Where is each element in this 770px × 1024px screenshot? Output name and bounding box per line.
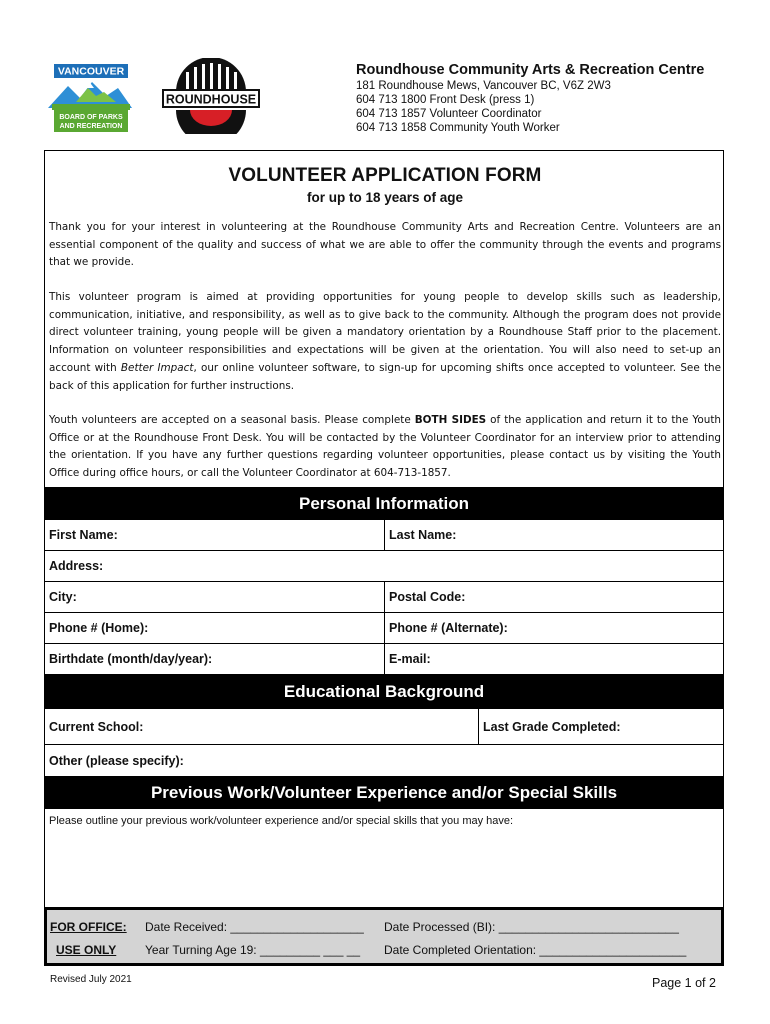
date-received-field: Date Received: ____________________ [145,920,364,934]
volunteer-coordinator-phone: 604 713 1857 Volunteer Coordinator [356,108,542,120]
better-impact-name: Better Impact [120,361,194,374]
email-field[interactable] [385,644,723,674]
phone-row [45,612,723,643]
email-label: E-mail: [389,652,431,666]
intro-paragraph-1: Thank you for your interest in volunteering at the Roundhouse Community Arts and Recreation Centre. Volunteers are an essential component of the quality and success of what we are able to offer the community through the events and programs that we provide. [49,221,721,269]
education-heading: Educational Background [44,675,724,709]
first-name-field[interactable] [45,520,384,550]
postal-code-label: Postal Code: [389,590,466,604]
office-use-box [44,907,724,966]
roundhouse-logo-text: ROUNDHOUSE [165,92,257,107]
experience-heading: Previous Work/Volunteer Experience and/or Special Skills [44,776,724,809]
form-title: VOLUNTEER APPLICATION FORM [228,165,542,186]
vancouver-logo-title: VANCOUVER [57,65,125,78]
intro-p3-text-a: Youth volunteers are accepted on a seasonal basis. Please complete [49,414,415,426]
city-label: City: [49,590,77,604]
address-field[interactable] [45,551,723,581]
alternate-phone-label: Phone # (Alternate): [389,621,508,635]
date-orientation-field: Date Completed Orientation: ______________________ [384,943,687,957]
birthdate-row [45,643,723,674]
youth-worker-phone: 604 713 1858 Community Youth Worker [356,122,560,134]
current-school-field[interactable] [45,709,478,744]
year-turning-19-field: Year Turning Age 19: _________ ___ __ [145,943,361,957]
roundhouse-logo [162,58,260,134]
office-use-label-2: USE ONLY [56,943,117,957]
address-label: Address: [49,559,104,573]
city-field[interactable] [45,582,384,612]
both-sides-emphasis: BOTH SIDES [414,414,487,426]
current-school-label: Current School: [49,719,144,734]
birthdate-label: Birthdate (month/day/year): [49,652,213,666]
form-subtitle: for up to 18 years of age [306,190,464,205]
personal-info-heading: Personal Information [44,487,724,520]
alternate-phone-field[interactable] [385,613,723,643]
intro-p2-text-b: , our online volunteer software, to sign-up for upcoming shifts once accepted to volunteer. See the back of this application for further instructions. [49,361,722,392]
home-phone-field[interactable] [45,613,384,643]
education-grid [44,708,724,778]
last-grade-field[interactable] [479,709,723,744]
office-use-label-1: FOR OFFICE: [50,920,127,934]
school-row [45,708,723,744]
other-education-field[interactable] [45,745,723,777]
intro-p3-text-b: of the application and return it to the Youth Office or at the Roundhouse Front Desk. You will be contacted by the Volunteer Coordinator for an interview prior to attending the orientation. If you have any further questions regarding volunteer opportunities, please contact us by visiting the Youth Office during office hours, or call the Volunteer Coordinator at 604-713-1857. [49,414,721,480]
last-name-label: Last Name: [389,528,457,542]
intro-paragraph-3 [49,412,721,483]
postal-code-field[interactable] [385,582,723,612]
home-phone-label: Phone # (Home): [49,621,149,635]
last-grade-label: Last Grade Completed: [483,719,621,734]
last-name-field[interactable] [385,520,723,550]
vancouver-logo-sub1: BOARD OF PARKS [59,114,123,121]
vancouver-logo-sub2: AND RECREATION [59,123,123,130]
first-name-label: First Name: [49,528,118,542]
experience-textbox[interactable] [44,808,724,908]
centre-contact-block [356,61,736,135]
vancouver-parks-logo [46,60,134,134]
personal-info-grid [44,519,724,675]
intro-p2-text-a: This volunteer program is aimed at providing opportunities for young people to develop skills such as leadership, communication, initiative, and responsibility, as well as to give back to the community. Although the program does not provide direct volunteer training, young people will be given a mandatory orientation by a Roundhouse Staff prior to the placement. Information on volunteer responsibilities and expectations will be given at the orientation. You will also need to set-up an account with [49,291,721,374]
revision-date: Revised July 2021 [50,974,132,985]
date-processed-field: Date Processed (BI): ___________________________ [384,920,679,934]
address-row [45,550,723,581]
experience-prompt: Please outline your previous work/volunteer experience and/or special skills that you may have: [49,815,514,827]
city-row [45,581,723,612]
intro-paragraph-2 [49,289,721,395]
other-education-label: Other (please specify): [49,754,184,768]
page-number: Page 1 of 2 [652,976,716,990]
other-education-row [45,744,723,777]
name-row [45,519,723,550]
centre-name: Roundhouse Community Arts & Recreation Centre [356,62,705,78]
front-desk-phone: 604 713 1800 Front Desk (press 1) [356,94,535,106]
centre-address: 181 Roundhouse Mews, Vancouver BC, V6Z 2W3 [356,80,611,92]
birthdate-field[interactable] [45,644,384,674]
